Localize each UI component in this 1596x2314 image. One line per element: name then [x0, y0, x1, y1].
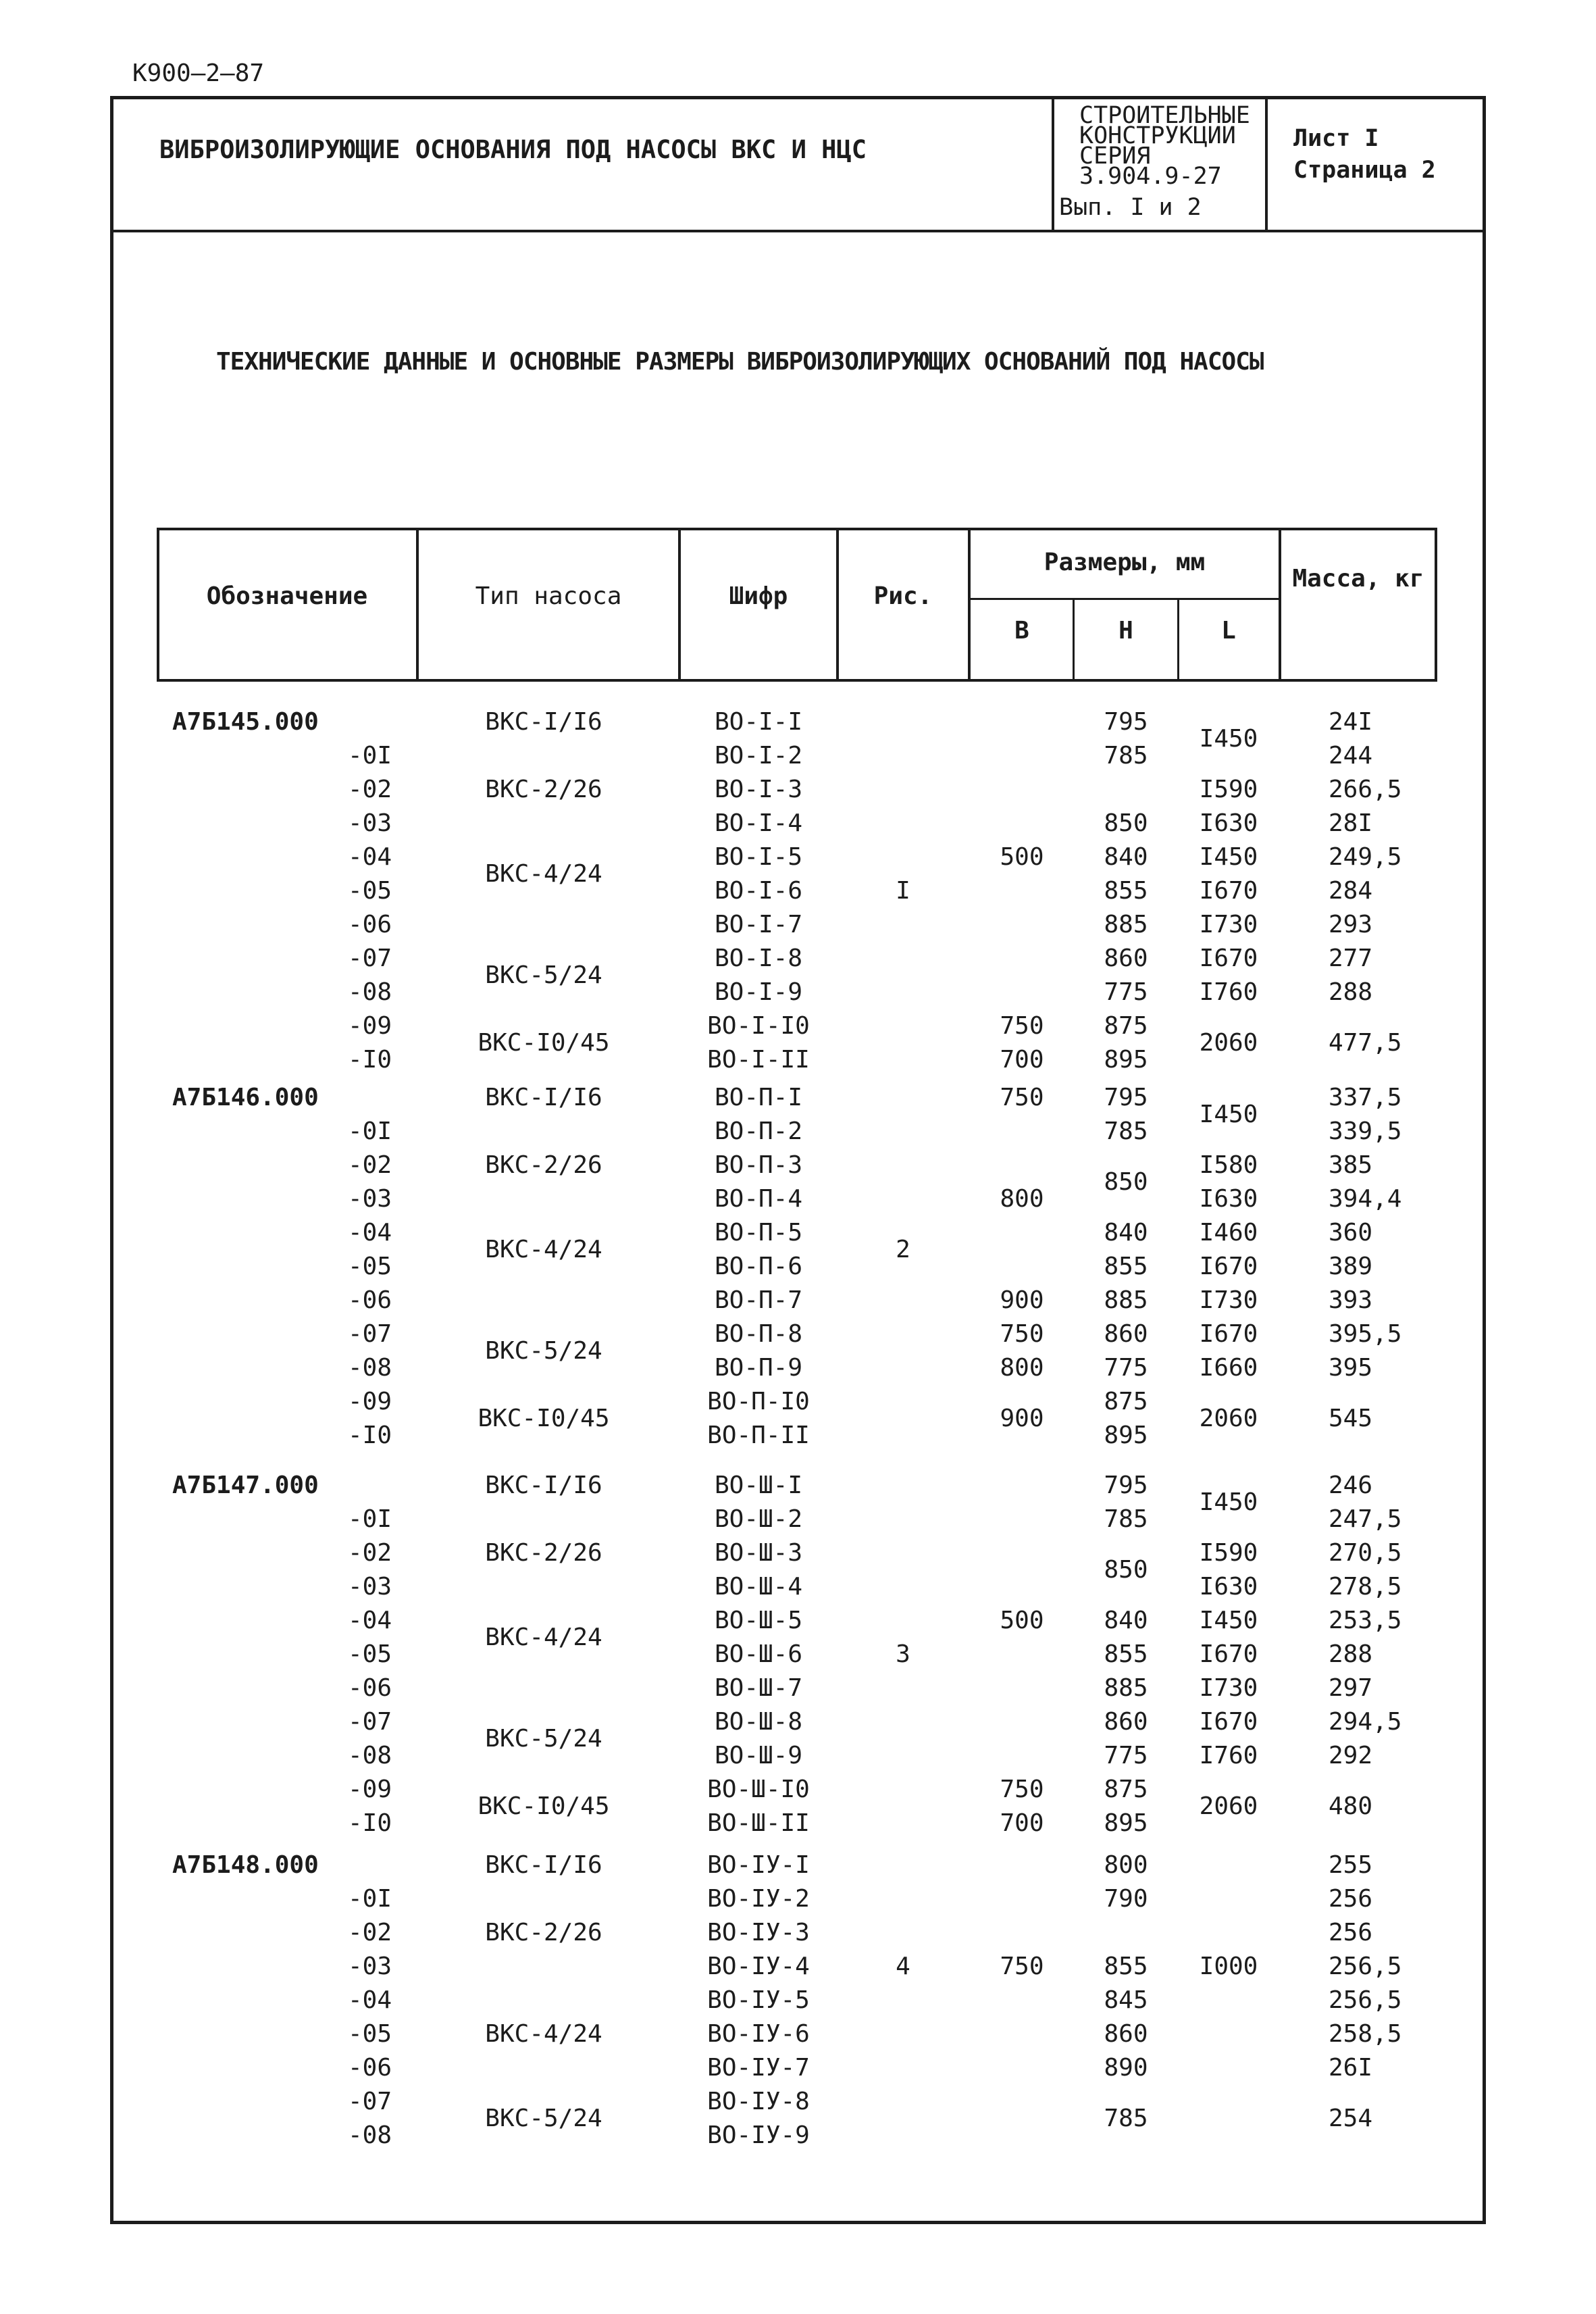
l-cell: I760 [1199, 978, 1258, 1006]
designation-suffix: -07 [347, 1708, 392, 1736]
h-cell: 785 [1104, 742, 1148, 770]
b-cell: 750 [1000, 1084, 1044, 1111]
l-cell: I630 [1199, 809, 1258, 837]
l-cell: I590 [1199, 776, 1258, 803]
mass-cell: 360 [1329, 1219, 1373, 1247]
designation-suffix: -08 [347, 978, 392, 1006]
mass-cell: 26I [1329, 2054, 1373, 2082]
b-span-cell: 500 [1000, 1607, 1044, 1634]
code-cell: ВО-I-I [714, 708, 803, 736]
designation-suffix: -02 [347, 1151, 392, 1179]
pump-type-cell: ВКС-5/24 [485, 1725, 602, 1753]
code-cell: ВО-П-4 [714, 1185, 803, 1213]
mass-cell: 293 [1329, 911, 1373, 938]
pump-type-cell: ВКС-I/I6 [485, 1851, 602, 1879]
mass-cell: 297 [1329, 1674, 1373, 1702]
designation-suffix: -0I [347, 742, 392, 770]
code-cell: ВО-IУ-7 [707, 2054, 810, 2082]
designation-suffix: -0I [347, 1885, 392, 1913]
code-cell: ВО-I-8 [714, 945, 803, 972]
th-v5 [1073, 598, 1075, 680]
designation-suffix: -03 [347, 1953, 392, 1980]
l-span-cell: 2060 [1199, 1029, 1258, 1057]
series-line-3: СЕРИЯ [1079, 143, 1151, 170]
designation-base: А7Б146.000 [172, 1084, 319, 1111]
th-top [157, 528, 1437, 530]
l-cell: I670 [1199, 1253, 1258, 1280]
mass-cell: 278,5 [1329, 1573, 1402, 1601]
mass-cell: 389 [1329, 1253, 1373, 1280]
pump-type-cell: ВКС-5/24 [485, 961, 602, 989]
code-cell: ВО-I-2 [714, 742, 803, 770]
designation-suffix: -05 [347, 877, 392, 905]
mass-cell: 288 [1329, 978, 1373, 1006]
h-cell: 795 [1104, 708, 1148, 736]
l-cell: I630 [1199, 1185, 1258, 1213]
code-cell: ВО-Ш-8 [714, 1708, 803, 1736]
mass-cell: 256 [1329, 1919, 1373, 1946]
l-span-cell: I450 [1199, 1488, 1258, 1516]
th-bottom [157, 679, 1437, 682]
mass-cell: 337,5 [1329, 1084, 1402, 1111]
h-cell: 860 [1104, 945, 1148, 972]
th-v2 [678, 528, 681, 682]
b-cell: 750 [1000, 1776, 1044, 1803]
mass-cell: 395,5 [1329, 1320, 1402, 1348]
code-cell: ВО-Ш-5 [714, 1607, 803, 1634]
h-cell: 885 [1104, 911, 1148, 938]
mass-cell: 393 [1329, 1286, 1373, 1314]
h-cell: 885 [1104, 1286, 1148, 1314]
code-cell: ВО-Ш-3 [714, 1539, 803, 1567]
b-span-cell: 900 [1000, 1405, 1044, 1432]
l-cell: I670 [1199, 1640, 1258, 1668]
frame-right [1483, 96, 1486, 2224]
th-designation: Обозначение [206, 582, 368, 610]
th-b: В [1014, 617, 1029, 645]
pump-type-cell: ВКС-4/24 [485, 1624, 602, 1651]
figure-cell: 4 [896, 1953, 910, 1980]
code-cell: ВО-Ш-II [707, 1809, 810, 1837]
h-cell: 795 [1104, 1084, 1148, 1111]
designation-suffix: -04 [347, 1986, 392, 2014]
code-cell: ВО-IУ-6 [707, 2020, 810, 2048]
designation-suffix: -0I [347, 1117, 392, 1145]
b-span-cell: 500 [1000, 843, 1044, 871]
h-cell: 775 [1104, 1354, 1148, 1382]
designation-suffix: -08 [347, 2121, 392, 2149]
mass-cell: 284 [1329, 877, 1373, 905]
pump-type-cell: ВКС-2/26 [485, 776, 602, 803]
h-cell: 875 [1104, 1012, 1148, 1040]
code-cell: ВО-Ш-I [714, 1472, 803, 1499]
designation-base: А7Б147.000 [172, 1472, 319, 1499]
mass-cell: 256,5 [1329, 1986, 1402, 2014]
th-v8 [1435, 528, 1437, 682]
mass-cell: 256,5 [1329, 1953, 1402, 1980]
th-mid [968, 598, 1279, 600]
th-l: L [1221, 617, 1236, 645]
designation-suffix: -02 [347, 1919, 392, 1946]
h-cell: 895 [1104, 1809, 1148, 1837]
l-cell: I460 [1199, 1219, 1258, 1247]
h-cell: 890 [1104, 2054, 1148, 2082]
designation-suffix: -03 [347, 809, 392, 837]
l-cell: I760 [1199, 1742, 1258, 1769]
h-span-cell: 785 [1104, 2105, 1148, 2132]
th-h: Н [1118, 617, 1133, 645]
mass-cell: 255 [1329, 1851, 1373, 1879]
h-span-cell: 850 [1104, 1556, 1148, 1584]
code-cell: ВО-П-9 [714, 1354, 803, 1382]
frame-left [110, 96, 113, 2224]
pump-type-cell: ВКС-5/24 [485, 1337, 602, 1365]
designation-suffix: -06 [347, 911, 392, 938]
mass-cell: 277 [1329, 945, 1373, 972]
designation-suffix: -05 [347, 2020, 392, 2048]
code-cell: ВО-I-7 [714, 911, 803, 938]
series-line-2: КОНСТРУКЦИИ [1079, 122, 1236, 149]
th-v3 [836, 528, 839, 682]
mass-cell: 266,5 [1329, 776, 1402, 803]
l-span-cell: I000 [1199, 1953, 1258, 1980]
mass-cell: 24I [1329, 708, 1373, 736]
designation-suffix: -04 [347, 1607, 392, 1634]
b-cell: 700 [1000, 1809, 1044, 1837]
mass-cell: 292 [1329, 1742, 1373, 1769]
h-cell: 860 [1104, 2020, 1148, 2048]
code-cell: ВО-IУ-5 [707, 1986, 810, 2014]
mass-cell: 270,5 [1329, 1539, 1402, 1567]
mass-cell: 294,5 [1329, 1708, 1402, 1736]
l-cell: I590 [1199, 1539, 1258, 1567]
code-cell: ВО-Ш-4 [714, 1573, 803, 1601]
designation-suffix: -05 [347, 1640, 392, 1668]
designation-suffix: -03 [347, 1185, 392, 1213]
h-cell: 790 [1104, 1885, 1148, 1913]
l-cell: I670 [1199, 877, 1258, 905]
frame-top [110, 96, 1485, 99]
code-cell: ВО-I-4 [714, 809, 803, 837]
code-cell: ВО-П-I0 [707, 1388, 810, 1415]
h-cell: 855 [1104, 1640, 1148, 1668]
th-v4 [968, 528, 971, 682]
designation-suffix: -I0 [347, 1422, 392, 1449]
mass-cell: 249,5 [1329, 843, 1402, 871]
l-span-cell: 2060 [1199, 1405, 1258, 1432]
h-cell: 840 [1104, 1219, 1148, 1247]
title-block-divider-2 [1265, 96, 1268, 231]
designation-suffix: -09 [347, 1388, 392, 1415]
frame-bottom [110, 2221, 1485, 2224]
designation-suffix: -08 [347, 1354, 392, 1382]
code-cell: ВО-П-7 [714, 1286, 803, 1314]
h-cell: 885 [1104, 1674, 1148, 1702]
sheet-number: Лист I [1293, 125, 1379, 152]
mass-cell: 256 [1329, 1885, 1373, 1913]
mass-cell: 246 [1329, 1472, 1373, 1499]
code-cell: ВО-Ш-7 [714, 1674, 803, 1702]
designation-suffix: -02 [347, 776, 392, 803]
designation-suffix: -09 [347, 1012, 392, 1040]
l-cell: I580 [1199, 1151, 1258, 1179]
pump-type-cell: ВКС-I/I6 [485, 1084, 602, 1111]
designation-suffix: -04 [347, 843, 392, 871]
mass-span-cell: 545 [1329, 1405, 1373, 1432]
th-v7 [1279, 528, 1281, 682]
h-cell: 785 [1104, 1505, 1148, 1533]
th-v0 [157, 528, 159, 682]
h-cell: 895 [1104, 1046, 1148, 1074]
b-span-cell: 750 [1000, 1953, 1044, 1980]
mass-cell: 258,5 [1329, 2020, 1402, 2048]
designation-suffix: -I0 [347, 1046, 392, 1074]
l-cell: I450 [1199, 843, 1258, 871]
h-cell: 860 [1104, 1708, 1148, 1736]
code-cell: ВО-IУ-2 [707, 1885, 810, 1913]
figure-cell: I [896, 877, 910, 905]
pump-type-cell: ВКС-I0/45 [478, 1405, 610, 1432]
mass-cell: 395 [1329, 1354, 1373, 1382]
code-cell: ВО-Ш-6 [714, 1640, 803, 1668]
l-span-cell: 2060 [1199, 1792, 1258, 1820]
h-cell: 775 [1104, 978, 1148, 1006]
page-number: Страница 2 [1293, 157, 1436, 184]
pump-type-cell: ВКС-2/26 [485, 1919, 602, 1946]
l-cell: I630 [1199, 1573, 1258, 1601]
l-cell: I670 [1199, 1320, 1258, 1348]
code-cell: ВО-IУ-8 [707, 2088, 810, 2115]
title-block-bottom [110, 230, 1485, 232]
designation-suffix: -06 [347, 1286, 392, 1314]
designation-suffix: -06 [347, 1674, 392, 1702]
h-cell: 785 [1104, 1117, 1148, 1145]
pump-type-cell: ВКС-4/24 [485, 860, 602, 888]
code-cell: ВО-IУ-I [707, 1851, 810, 1879]
th-sizes: Размеры, мм [1044, 549, 1206, 576]
b-cell: 900 [1000, 1286, 1044, 1314]
code-cell: ВО-IУ-4 [707, 1953, 810, 1980]
h-span-cell: 850 [1104, 1168, 1148, 1196]
b-cell: 800 [1000, 1354, 1044, 1382]
code-cell: ВО-П-I [714, 1084, 803, 1111]
figure-cell: 3 [896, 1640, 910, 1668]
code-cell: ВО-I-5 [714, 843, 803, 871]
pump-type-cell: ВКС-4/24 [485, 1236, 602, 1263]
code-cell: ВО-IУ-9 [707, 2121, 810, 2149]
designation-suffix: -02 [347, 1539, 392, 1567]
pump-type-cell: ВКС-I0/45 [478, 1792, 610, 1820]
code-cell: ВО-I-3 [714, 776, 803, 803]
pump-type-cell: ВКС-5/24 [485, 2105, 602, 2132]
mass-cell: 244 [1329, 742, 1373, 770]
h-cell: 855 [1104, 877, 1148, 905]
mass-cell: 394,4 [1329, 1185, 1402, 1213]
code-cell: ВО-П-8 [714, 1320, 803, 1348]
designation-suffix: -05 [347, 1253, 392, 1280]
code-cell: ВО-Ш-I0 [707, 1776, 810, 1803]
h-cell: 875 [1104, 1776, 1148, 1803]
th-pump-type: Тип насоса [475, 582, 622, 610]
th-fig: Рис. [873, 582, 933, 610]
issue-number: Вып. I и 2 [1059, 194, 1202, 221]
code-cell: ВО-П-3 [714, 1151, 803, 1179]
code-cell: ВО-П-II [707, 1422, 810, 1449]
th-v1 [416, 528, 419, 682]
mass-span-cell: 254 [1329, 2105, 1373, 2132]
designation-suffix: -03 [347, 1573, 392, 1601]
h-cell: 795 [1104, 1472, 1148, 1499]
designation-suffix: -07 [347, 945, 392, 972]
b-cell: 750 [1000, 1320, 1044, 1348]
pump-type-cell: ВКС-I0/45 [478, 1029, 610, 1057]
h-cell: 840 [1104, 843, 1148, 871]
h-span-cell: 855 [1104, 1953, 1148, 1980]
designation-suffix: -0I [347, 1505, 392, 1533]
designation-suffix: -07 [347, 1320, 392, 1348]
h-cell: 850 [1104, 809, 1148, 837]
l-span-cell: I450 [1199, 725, 1258, 753]
pump-type-cell: ВКС-I/I6 [485, 708, 602, 736]
mass-cell: 288 [1329, 1640, 1373, 1668]
b-cell: 750 [1000, 1012, 1044, 1040]
code-cell: ВО-П-6 [714, 1253, 803, 1280]
code-cell: ВО-I-II [707, 1046, 810, 1074]
l-cell: I670 [1199, 1708, 1258, 1736]
pump-type-cell: ВКС-I/I6 [485, 1472, 602, 1499]
designation-suffix: -04 [347, 1219, 392, 1247]
mass-cell: 385 [1329, 1151, 1373, 1179]
designation-suffix: -09 [347, 1776, 392, 1803]
table-heading: ТЕХНИЧЕСКИЕ ДАННЫЕ И ОСНОВНЫЕ РАЗМЕРЫ ВИБРОИЗОЛИРУЮЩИХ ОСНОВАНИЙ ПОД НАСОСЫ [216, 348, 1264, 376]
designation-suffix: -06 [347, 2054, 392, 2082]
mass-cell: 339,5 [1329, 1117, 1402, 1145]
l-cell: I730 [1199, 1674, 1258, 1702]
designation-suffix: -08 [347, 1742, 392, 1769]
mass-span-cell: 480 [1329, 1792, 1373, 1820]
series-line-1: СТРОИТЕЛЬНЫЕ [1079, 102, 1250, 129]
title-block-divider-1 [1052, 96, 1054, 231]
l-cell: I660 [1199, 1354, 1258, 1382]
designation-suffix: -I0 [347, 1809, 392, 1837]
figure-cell: 2 [896, 1236, 910, 1263]
code-cell: ВО-П-2 [714, 1117, 803, 1145]
l-cell: I450 [1199, 1607, 1258, 1634]
h-cell: 875 [1104, 1388, 1148, 1415]
h-cell: 775 [1104, 1742, 1148, 1769]
mass-cell: 247,5 [1329, 1505, 1402, 1533]
th-code: Шифр [729, 582, 788, 610]
pump-type-cell: ВКС-2/26 [485, 1151, 602, 1179]
pump-type-cell: ВКС-2/26 [485, 1539, 602, 1567]
pump-type-cell: ВКС-4/24 [485, 2020, 602, 2048]
code-cell: ВО-П-5 [714, 1219, 803, 1247]
l-cell: I730 [1199, 1286, 1258, 1314]
designation-base: А7Б145.000 [172, 708, 319, 736]
code-cell: ВО-Ш-2 [714, 1505, 803, 1533]
mass-cell: 253,5 [1329, 1607, 1402, 1634]
th-mass: Масса, кг [1292, 565, 1424, 593]
b-span-cell: 800 [1000, 1185, 1044, 1213]
l-span-cell: I450 [1199, 1101, 1258, 1128]
h-cell: 840 [1104, 1607, 1148, 1634]
code-cell: ВО-IУ-3 [707, 1919, 810, 1946]
l-cell: I730 [1199, 911, 1258, 938]
series-line-4: 3.904.9-27 [1079, 163, 1222, 190]
b-cell: 700 [1000, 1046, 1044, 1074]
code-cell: ВО-I-9 [714, 978, 803, 1006]
document-code: К900—2—87 [132, 59, 265, 87]
mass-cell: 28I [1329, 809, 1373, 837]
h-cell: 855 [1104, 1253, 1148, 1280]
code-cell: ВО-I-I0 [707, 1012, 810, 1040]
h-cell: 845 [1104, 1986, 1148, 2014]
document-title: ВИБРОИЗОЛИРУЮЩИЕ ОСНОВАНИЯ ПОД НАСОСЫ ВКС И НЦС [159, 135, 867, 164]
code-cell: ВО-Ш-9 [714, 1742, 803, 1769]
h-cell: 800 [1104, 1851, 1148, 1879]
mass-span-cell: 477,5 [1329, 1029, 1402, 1057]
h-cell: 895 [1104, 1422, 1148, 1449]
code-cell: ВО-I-6 [714, 877, 803, 905]
designation-suffix: -07 [347, 2088, 392, 2115]
h-cell: 860 [1104, 1320, 1148, 1348]
designation-base: А7Б148.000 [172, 1851, 319, 1879]
l-cell: I670 [1199, 945, 1258, 972]
